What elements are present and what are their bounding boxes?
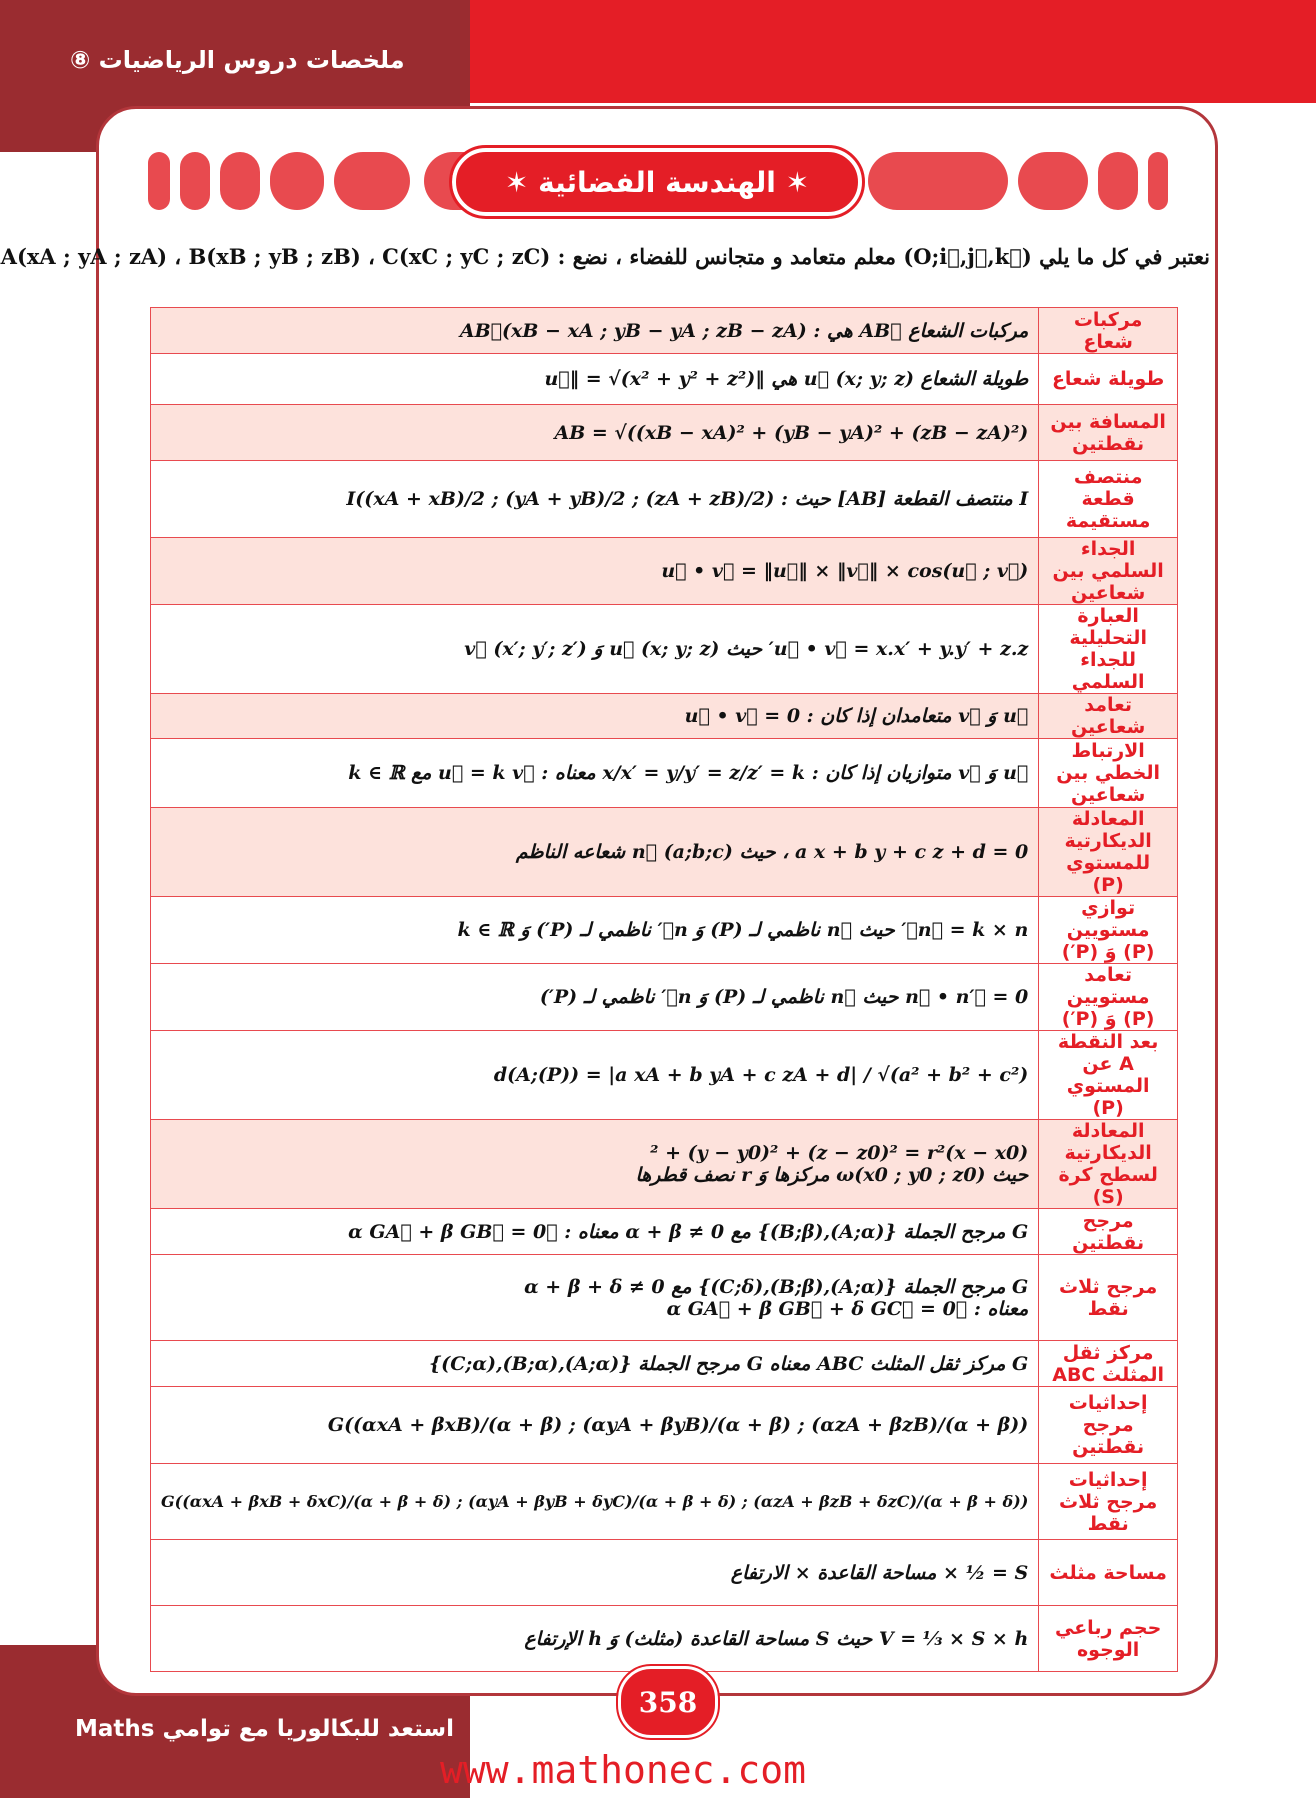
table-row — [151, 739, 1178, 808]
row-formula: G مرجح الجملة {(A;α),(B;β)} مع α + β ≠ 0 معناه : α GA⃗ + β GB⃗ = 0⃗ — [151, 1209, 1039, 1255]
watermark-link[interactable]: www.mathonec.com — [440, 1748, 807, 1792]
row-formula: G((αxA + βxB)/(α + β) ; (αyA + βyB)/(α + β) ; (αzA + βzB)/(α + β)) — [151, 1387, 1039, 1464]
table-row — [151, 1031, 1178, 1120]
table-row — [151, 1341, 1178, 1387]
row-formula: مركبات الشعاع AB⃗ هي : AB⃗(xB − xA ; yB − yA ; zB − zA) — [151, 308, 1039, 354]
row-label: مركبات شعاع — [1039, 308, 1178, 354]
table-row — [151, 808, 1178, 897]
table-row — [151, 1209, 1178, 1255]
table-row — [151, 1464, 1178, 1540]
page-number: 358 — [638, 1685, 698, 1719]
row-formula: u⃗ • v⃗ = ‖u⃗‖ × ‖v⃗‖ × cos(u⃗ ; v⃗) — [151, 538, 1039, 605]
table-row — [151, 308, 1178, 354]
row-formula: طويلة الشعاع u⃗ (x; y; z) هي ‖u⃗‖ = √(x² + y² + z²) — [151, 354, 1039, 405]
table-row — [151, 461, 1178, 538]
row-label: المسافة بين نقطتين — [1039, 405, 1178, 461]
header-title: ملخصات دروس الرياضيات ⑧ — [70, 46, 405, 74]
row-formula: G مرجح الجملة {(A;α),(B;β),(C;δ)} مع α + β + δ ≠ 0 معناه : α GA⃗ + β GB⃗ + δ GC⃗ = 0⃗ — [151, 1255, 1039, 1341]
row-label: تعامد شعاعين — [1039, 694, 1178, 739]
row-label: حجم رباعي الوجوه — [1039, 1606, 1178, 1672]
row-label: المعادلة الديكارتية للمستوي (P) — [1039, 808, 1178, 897]
section-title: ✶ الهندسة الفضائية ✶ — [504, 165, 810, 199]
row-label: العبارة التحليلية للجداء السلمي — [1039, 605, 1178, 694]
row-formula: d(A;(P)) = |a xA + b yA + c zA + d| / √(a² + b² + c²) — [151, 1031, 1039, 1120]
row-label: الجداء السلمي بين شعاعين — [1039, 538, 1178, 605]
table-row — [151, 1540, 1178, 1606]
table-row — [151, 605, 1178, 694]
row-label: المعادلة الديكارتية لسطح كرة (S) — [1039, 1120, 1178, 1209]
table-row — [151, 964, 1178, 1031]
section-title-pill — [452, 148, 862, 216]
table-row — [151, 897, 1178, 964]
row-label: مركز ثقل المثلث ABC — [1039, 1341, 1178, 1387]
row-label: إحداثيات مرجح نقطتين — [1039, 1387, 1178, 1464]
row-label: توازي مستويين (P) وَ (P′) — [1039, 897, 1178, 964]
row-formula: S = ½ × مساحة القاعدة × الارتفاع — [151, 1540, 1039, 1606]
row-formula: u⃗ • v⃗ = x.x′ + y.y′ + z.z′ حيث u⃗ (x; y; z) وَ v⃗ (x′; y′; z′) — [151, 605, 1039, 694]
row-label: مرجح ثلاث نقط — [1039, 1255, 1178, 1341]
row-formula: G مركز ثقل المثلث ABC معناه G مرجح الجملة {(A;α),(B;α),(C;α)} — [151, 1341, 1039, 1387]
table-row — [151, 1606, 1178, 1672]
row-formula: u⃗ وَ v⃗ متوازيان إذا كان : x/x′ = y/y′ = z/z′ = k معناه : u⃗ = k v⃗ مع k ∈ ℝ — [151, 739, 1039, 808]
footer-title: استعد للبكالوريا مع توامي Maths — [75, 1716, 455, 1742]
row-formula: I منتصف القطعة [AB] حيث : I((xA + xB)/2 ; (yA + yB)/2 ; (zA + zB)/2) — [151, 461, 1039, 538]
row-label: الارتباط الخطي بين شعاعين — [1039, 739, 1178, 808]
row-formula: AB = √((xB − xA)² + (yB − yA)² + (zB − zA)²) — [151, 405, 1039, 461]
row-formula: (x − x0)² + (y − y0)² + (z − z0)² = r² حيث ω(x0 ; y0 ; z0) مركزها وَ r نصف قطرها — [151, 1120, 1039, 1209]
row-label: تعامد مستويين (P) وَ (P′) — [1039, 964, 1178, 1031]
row-formula: a x + b y + c z + d = 0 ، حيث n⃗ (a;b;c) شعاعه الناظم — [151, 808, 1039, 897]
table-row — [151, 354, 1178, 405]
row-label: إحداثيات مرجح ثلاث نقط — [1039, 1464, 1178, 1540]
row-formula: G((αxA + βxB + δxC)/(α + β + δ) ; (αyA + βyB + δyC)/(α + β + δ) ; (αzA + βzB + δzC)/(α + β + δ)) — [151, 1464, 1039, 1540]
row-label: مساحة مثلث — [1039, 1540, 1178, 1606]
intro-text: نعتبر في كل ما يلي (O;i⃗,j⃗,k⃗) معلم متعامد و متجانس للفضاء ، نضع : A(xA ; yA ; zA) ، B(xB ; yB ; zB) ، C(xC ; yC ; zC) — [0, 244, 1210, 269]
row-label: بعد النقطة A عن المستوي (P) — [1039, 1031, 1178, 1120]
row-label: مرجح نقطتين — [1039, 1209, 1178, 1255]
row-label: منتصف قطعة مستقيمة — [1039, 461, 1178, 538]
formula-table — [150, 307, 1178, 1672]
table-row — [151, 405, 1178, 461]
page-number-badge — [618, 1666, 718, 1738]
table-row — [151, 694, 1178, 739]
table-row — [151, 1387, 1178, 1464]
row-formula: V = ⅓ × S × h حيث S مساحة القاعدة (مثلث) وَ h الإرتفاع — [151, 1606, 1039, 1672]
row-formula: u⃗ وَ v⃗ متعامدان إذا كان : u⃗ • v⃗ = 0 — [151, 694, 1039, 739]
row-formula: n⃗ = k × n′⃗ حيث n⃗ ناظمي لـ (P) وَ n′⃗ ناظمي لـ (P′) وَ k ∈ ℝ — [151, 897, 1039, 964]
table-row — [151, 1120, 1178, 1209]
row-label: طويلة شعاع — [1039, 354, 1178, 405]
table-row — [151, 1255, 1178, 1341]
table-row — [151, 538, 1178, 605]
row-formula: n⃗ • n′⃗ = 0 حيث n⃗ ناظمي لـ (P) وَ n′⃗ ناظمي لـ (P′) — [151, 964, 1039, 1031]
